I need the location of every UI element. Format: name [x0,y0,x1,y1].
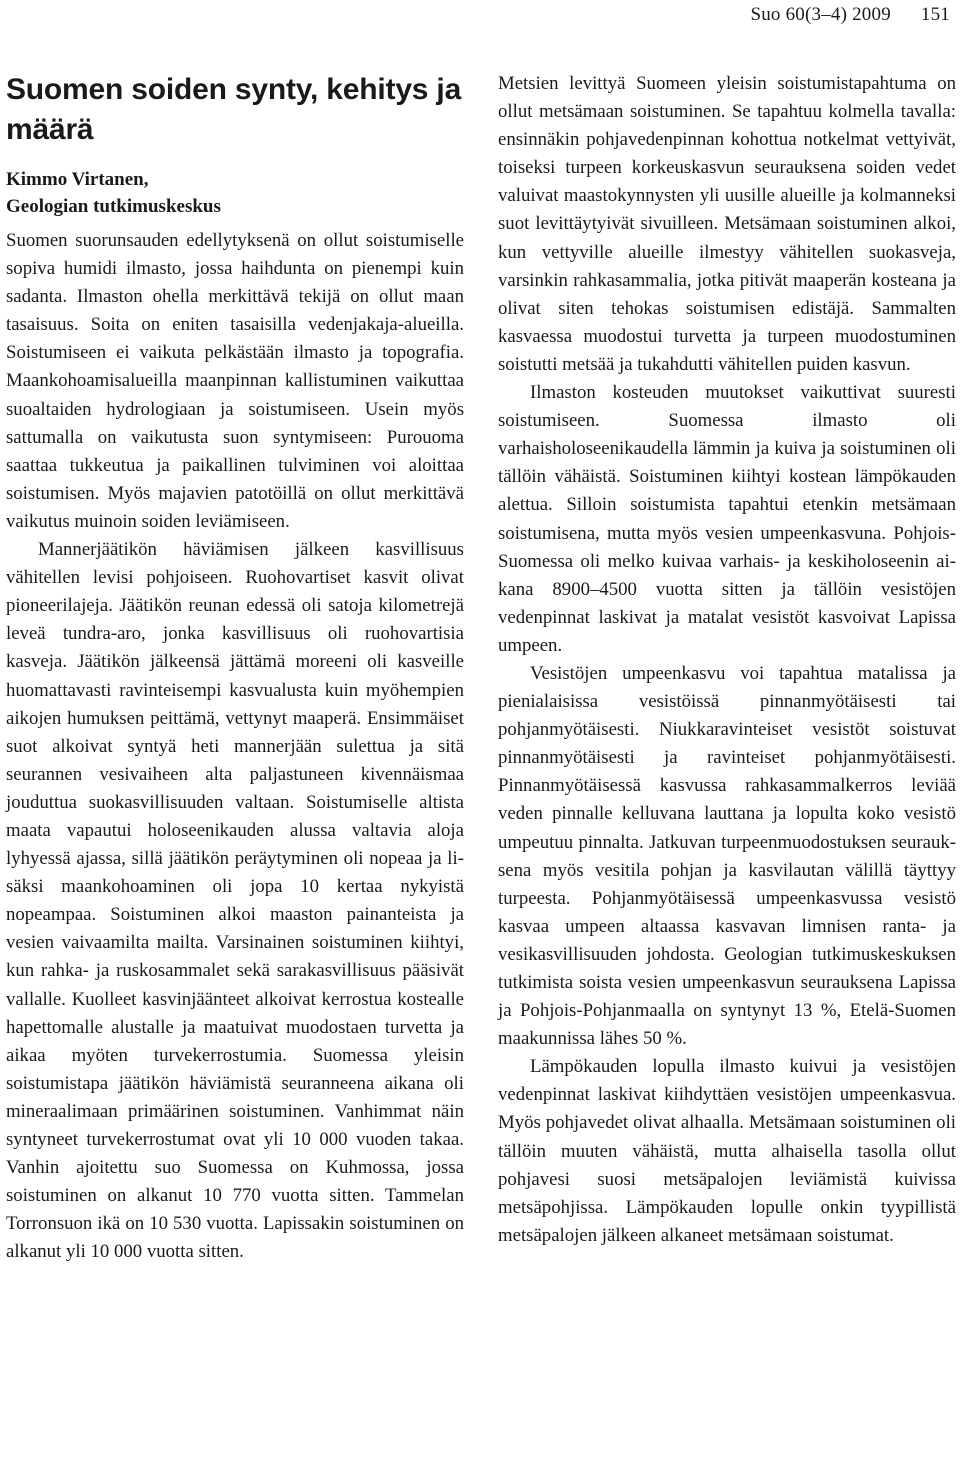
paragraph: Suomen suorunsauden edellytyksenä on ollut soistumiselle sopiva humidi ilmasto, jossa haihdunta on pienempi kuin sadanta. Ilmaston ohella merkittävä tekijä on ollut maan tasaisuus. Soita on eniten tasaisilla vedenjakaja-alueilla. Soistumiseen ei vaikuta pelkästään ilmasto ja topografia. Maankohoamisalueilla maanpinnan kallistuminen vaikuttaa suoaltaiden hydrologiaan ja soistumiseen. Usein myös sattumalla on vaikutusta suon syntymiseen: Purouoma saattaa tukkeutua ja paikallinen tulviminen voi aloittaa soistumisen. Myös majavien patotöillä on ollut merkittävä vaikutus muinoin soiden leviämiseen. [6,230,464,532]
paragraph: Metsien levittyä Suomeen yleisin soistumistapahtuma on ollut metsämaan soistuminen. Se tapahtuu kolmella tavalla: ensinnäkin pohjavedenpinnan kohottua notkelmat vettyivät, toiseksi turpeen korkeuskasvun seurauksena soiden vedet valuivat maastokynnysten yli uusille alueille ja kolmanneksi suot levittäytyivät sivuilleen. Metsämaan soistuminen alkoi, kun vettyville alueille ilmestyy vähitellen suokasveja, varsinkin rahkasammalia, jotka pitivät maaperän kosteana ja olivat siten tehokas soistumisen edistäjä. Sammalten kasvaessa muodostui turvetta ja turpeen muodostuminen soistutti metsää ja tukahdutti vähitellen puiden kasvun. [498,73,956,375]
running-head [750,4,950,26]
paragraph: Ilmaston kosteuden muutokset vaikuttivat suuresti soistumiseen. Suomessa ilmasto oli varhaisholoseenikaudella lämmin ja kuiva ja soistuminen oli tällöin vähäistä. Soistuminen kiihtyi kostean lämpökauden alettua. Silloin soistumista tapahtui etenkin metsämaan soistumisena, mutta myös vesien umpeenkasvuna. Pohjois-Suomessa oli melko kuivaa varhais- ja keskiholoseenin aikana 8900–4500 vuotta sitten ja tällöin vesistöjen vedenpinnat laskivat ja matalat vesistöt kasvoivat Lapissa umpeen. [498,382,956,656]
paragraph: Vesistöjen umpeenkasvu voi tapahtua matalissa ja pienialaisissa vesistöissä pinnanmyötäisesti tai pohjanmyötäisesti. Niukkaravinteiset vesistöt soistuvat pinnanmyötäisesti ja ravinteiset pohjanmyötäisesti. Pinnanmyötäisessä kasvussa rahkasammalkerros leviää veden pinnalle kelluvana lauttana ja lopulta koko vesistö umpeutuu pinnalta. Jatkuvan turpeenmuodostuksen seurauksena myös vesitila pohjan ja kasvilautan välillä täyttyy turpeesta. Pohjanmyötäisessä umpeenkasvussa vesistö kasvaa umpeen altaassa kasvavan limnisen ranta- ja vesikasvillisuuden johdosta. Geologian tutkimuskeskuksen tutkimista soista vesien umpeenkasvun seurauksena Lapissa ja Pohjois-Pohjanmaalla on syntynyt 13 %, Etelä-Suomen maakunnissa lähes 50 %. [498,662,956,1050]
paragraph: Lämpökauden lopulla ilmasto kuivui ja vesistöjen vedenpinnat laskivat kiihdyttäen vesistöjen umpeenkasvua. Myös pohjavedet olivat alhaalla. Metsämaan soistuminen oli tällöin muuten vähäistä, mutta alhaisella tasolla ollut pohjavesi suosi metsäpalojen leviämistä kuivissa metsäpohjissa. Lämpökauden lopulle onkin tyypillistä metsäpalojen jälkeen alkaneet metsämaan soistumat. [498,1056,956,1246]
right-column [498,70,956,1250]
page-number: 151 [920,4,950,25]
paragraph: Mannerjäätikön häviämisen jälkeen kasvillisuus vähitellen levisi pohjoiseen. Ruohovartiset kasvit olivat pioneerilajeja. Jäätikön reunan edessä oli satoja kilometrejä leveä tundra-aro, jonka kasvillisuus oli ruohovartisia kasveja. Jäätikön jälkeensä jättämä moreeni oli kasveille huomattavasti ravinteisempi kasvualusta kuin myöhempien aikojen humuksen peittämä, vettynyt maaperä. Ensimmäiset suot alkoivat syntyä heti mannerjään sulettua ja sitä seurannen vesivaiheen alta paljastuneen kivennäismaa jouduttua suokasvillisuuden valtaan. Soistumiselle altista maata vapautui holoseenikauden alussa valtavia aloja lyhyessä ajassa, sillä jäätikön peräytyminen oli nopeaa ja lisäksi maankohoaminen oli jopa 10 kertaa nykyistä nopeampaa. Soistuminen alkoi maaston painanteista ja vesien vaivaamilta mailta. Varsinainen soistuminen kiihtyi, kun rahka- ja ruskosammalet sekä sarakasvillisuus pääsivät vallalle. Kuolleet kasvinjäänteet alkoivat kerrostua kostealle hapettomalle alustalle ja maatuivat muodostaen turvetta ja aikaa myöten turvekerrostumia. Suomessa yleisin soistumistapa jäätikön häviämistä seuranneena aikana oli mineraalimaan primäärinen soistuminen. Vanhimmat näin syntyneet turvekerrostumat ovat yli 10 000 vuoden takaa. Vanhin ajoitettu suo Suomessa on Kuhmossa, jossa soistuminen on alkanut 10 770 vuotta sitten. Tammelan Torronsuon ikä on 10 530 vuotta. Lapissakin soistuminen on alkanut yli 10 000 vuotta sitten. [6,539,464,1263]
author-name: Kimmo Virtanen, [6,169,149,190]
author-block [6,166,464,220]
author-affiliation: Geologian tutkimuskeskus [6,196,221,217]
left-column [6,70,464,1266]
journal-citation: Suo 60(3–4) 2009 [750,4,891,25]
article-title: Suomen soiden synty, kehitys ja määrä [6,73,462,146]
